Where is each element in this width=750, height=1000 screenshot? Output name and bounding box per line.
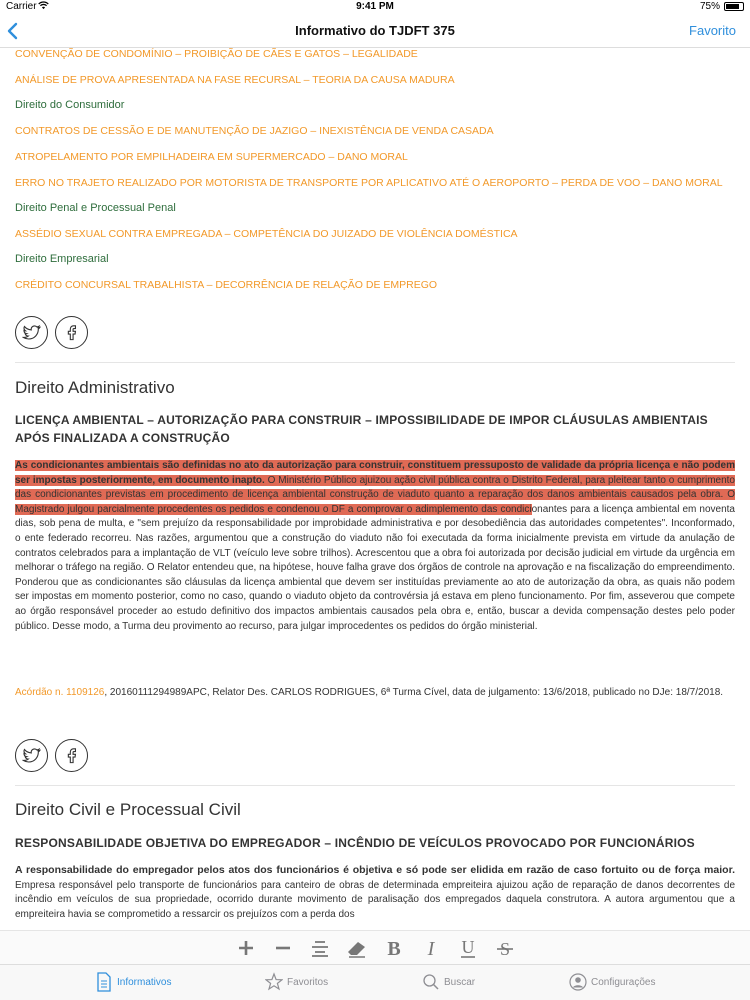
underline-button[interactable] <box>456 936 480 960</box>
document-icon <box>95 972 113 992</box>
user-icon <box>569 972 587 992</box>
article-reference <box>15 685 735 700</box>
twitter-share-button[interactable] <box>15 739 48 772</box>
navigation-bar <box>0 14 750 48</box>
status-bar <box>0 0 750 14</box>
zoom-in-button[interactable] <box>234 936 258 960</box>
section-heading: Direito Civil e Processual Civil <box>15 800 241 819</box>
tab-label: Buscar <box>444 977 476 988</box>
italic-button[interactable] <box>419 936 443 960</box>
acordao-link[interactable]: Acórdão n. 1109126 <box>15 687 105 698</box>
facebook-icon <box>62 746 81 765</box>
svg-text:I: I <box>427 938 435 960</box>
tab-label: Configurações <box>591 977 656 988</box>
bold-button[interactable] <box>382 936 406 960</box>
align-icon <box>308 936 332 960</box>
facebook-share-button[interactable] <box>55 739 88 772</box>
section-heading: Direito Administrativo <box>15 378 175 397</box>
line-spacing-button[interactable] <box>308 936 332 960</box>
index-link[interactable]: CONTRATOS DE CESSÃO E DE MANUTENÇÃO DE JAZIGO – INEXISTÊNCIA DE VENDA CASADA <box>15 125 494 137</box>
facebook-icon <box>62 323 81 342</box>
carrier-label: Carrier <box>6 1 37 12</box>
plus-icon <box>234 936 258 960</box>
divider <box>15 362 735 363</box>
twitter-icon <box>22 746 41 765</box>
share-buttons <box>15 739 95 773</box>
svg-text:B: B <box>387 938 401 960</box>
index-link[interactable]: ANÁLISE DE PROVA APRESENTADA NA FASE RECURSAL – TEORIA DA CAUSA MADURA <box>15 74 455 86</box>
index-category: Direito Empresarial <box>15 253 109 265</box>
twitter-icon <box>22 323 41 342</box>
article-body <box>15 863 735 922</box>
eraser-icon <box>345 936 369 960</box>
svg-text:S: S <box>499 939 511 959</box>
format-toolbar <box>0 930 750 964</box>
tab-label: Informativos <box>117 977 172 988</box>
article-summary: A responsabilidade do empregador pelos atos dos funcionários é objetiva e só pode ser elidida em razão de caso fortuito ou de força maior. <box>15 864 735 876</box>
index-category: Direito Penal e Processual Penal <box>15 202 176 214</box>
divider <box>15 785 735 786</box>
battery-percentage: 75% <box>699 1 720 12</box>
tab-bar <box>0 964 750 1000</box>
article-title: LICENÇA AMBIENTAL – AUTORIZAÇÃO PARA CONSTRUIR – IMPOSSIBILIDADE DE IMPOR CLÁUSULAS AMBIENTAIS APÓS FINALIZADA A CONSTRUÇÃO <box>15 413 708 445</box>
article-body <box>15 459 735 634</box>
share-buttons <box>15 316 95 350</box>
index-link[interactable]: ERRO NO TRAJETO REALIZADO POR MOTORISTA DE TRANSPORTE POR APLICATIVO ATÉ O AEROPORTO – PERDA DE VOO – DANO MORAL <box>15 177 723 189</box>
index-link[interactable]: CONVENÇÃO DE CONDOMÍNIO – PROIBIÇÃO DE CÃES E GATOS – LEGALIDADE <box>15 48 418 60</box>
index-link[interactable]: ATROPELAMENTO POR EMPILHADEIRA EM SUPERMERCADO – DANO MORAL <box>15 151 408 163</box>
bold-icon <box>382 936 406 960</box>
index-link[interactable]: ASSÉDIO SEXUAL CONTRA EMPREGADA – COMPETÊNCIA DO JUIZADO DE VIOLÊNCIA DOMÉSTICA <box>15 228 518 240</box>
tab-label: Favoritos <box>287 977 329 988</box>
minus-icon <box>271 936 295 960</box>
search-icon <box>422 972 440 992</box>
reference-details: , 20160111294989APC, Relator Des. CARLOS RODRIGUES, 6ª Turma Cível, data de julgamento: 13/6/2018, publicado no DJe: 18/7/2018. <box>104 687 724 698</box>
index-link[interactable]: CRÉDITO CONCURSAL TRABALHISTA – DECORRÊNCIA DE RELAÇÃO DE EMPREGO <box>15 279 438 291</box>
index-category: Direito do Consumidor <box>15 99 125 111</box>
page-title: Informativo do TJDFT 375 <box>295 23 455 38</box>
italic-icon <box>419 936 443 960</box>
highlighted-text: O Ministério Público ajuizou ação civil pública contra o Distrito Federal, para pleitear tanto o cumprimento das condicionantes previstas em procedimento de licença ambiental construção de viaduto quanto a reparação dos danos ambientais causados pela obra. O Magistrado julgou parcialmente procedentes os pedidos e condenou o DF a comprovar o adimplemento das condici <box>15 474 735 515</box>
battery-icon <box>724 2 744 11</box>
content-scroll-area[interactable] <box>0 48 750 930</box>
article-text: onantes para a licença ambiental em noventa dias, sob pena de multa, e "sem prejuízo da responsabilidade por improbidade administrativa e por desobediência das autoridades competentes". Inconformado, o ente federado recorreu. Nas razões, argumentou que a construção do viaduto não foi executada da forma inicialmente prevista em virtude da anulação de contratos celebrados para a implantação de VLT (veículo leve sobre trilhos). Acrescentou que a obra foi autorizada por decisão judicial em virtude da urgência em melhorar o tráfego na região. O Relator entendeu que, na hipótese, houve falha grave dos órgãos de controle na aprovação e na fiscalização do empreendimento. Ponderou que as condicionantes são cláusulas da licença ambiental que devem ser instituídas previamente ao ato de autorização da obra, as quais não podem ser impostas em momento posterior, como no caso, quando o viaduto objeto da controvérsia já estava em pleno funcionamento. Por fim, asseverou que compete ao órgão responsável proceder ao estudo definitivo dos impactos ambientais causados pela obra e, então, buscar a devida compensação destes pelo poder público. Desse modo, a Turma deu provimento ao recurso, para julgar improcedentes os pedidos do órgão ministerial. <box>15 503 735 632</box>
facebook-share-button[interactable] <box>55 316 88 349</box>
twitter-share-button[interactable] <box>15 316 48 349</box>
strikethrough-button[interactable] <box>493 936 517 960</box>
zoom-out-button[interactable] <box>271 936 295 960</box>
strikethrough-icon <box>493 936 517 960</box>
article-title: RESPONSABILIDADE OBJETIVA DO EMPREGADOR – INCÊNDIO DE VEÍCULOS PROVOCADO POR FUNCIONÁRIOS <box>15 836 695 850</box>
underline-icon <box>456 936 480 960</box>
svg-text:U: U <box>461 937 475 957</box>
eraser-button[interactable] <box>345 936 369 960</box>
star-icon <box>265 972 283 992</box>
clock: 9:41 PM <box>356 1 394 12</box>
article-summary: As condicionantes ambientais são definidas no ato da autorização para construir, constituem pressuposto de validade da própria licença e não podem ser impostas posteriormente, em documento inapto. <box>15 460 735 486</box>
favorite-button[interactable]: Favorito <box>689 23 736 38</box>
article-text: Empresa responsável pelo transporte de funcionários para canteiro de obras de determinada empreiteira ajuizou ação de reparação de danos decorrentes de incêndio em veículos de sua propriedade, ocorrido durante movimento de paralisação dos empregados daquela construtora. A autora argumentou que a empreiteira havia se comprometido a ressarcir os prejuízos com a perda dos <box>15 879 735 920</box>
